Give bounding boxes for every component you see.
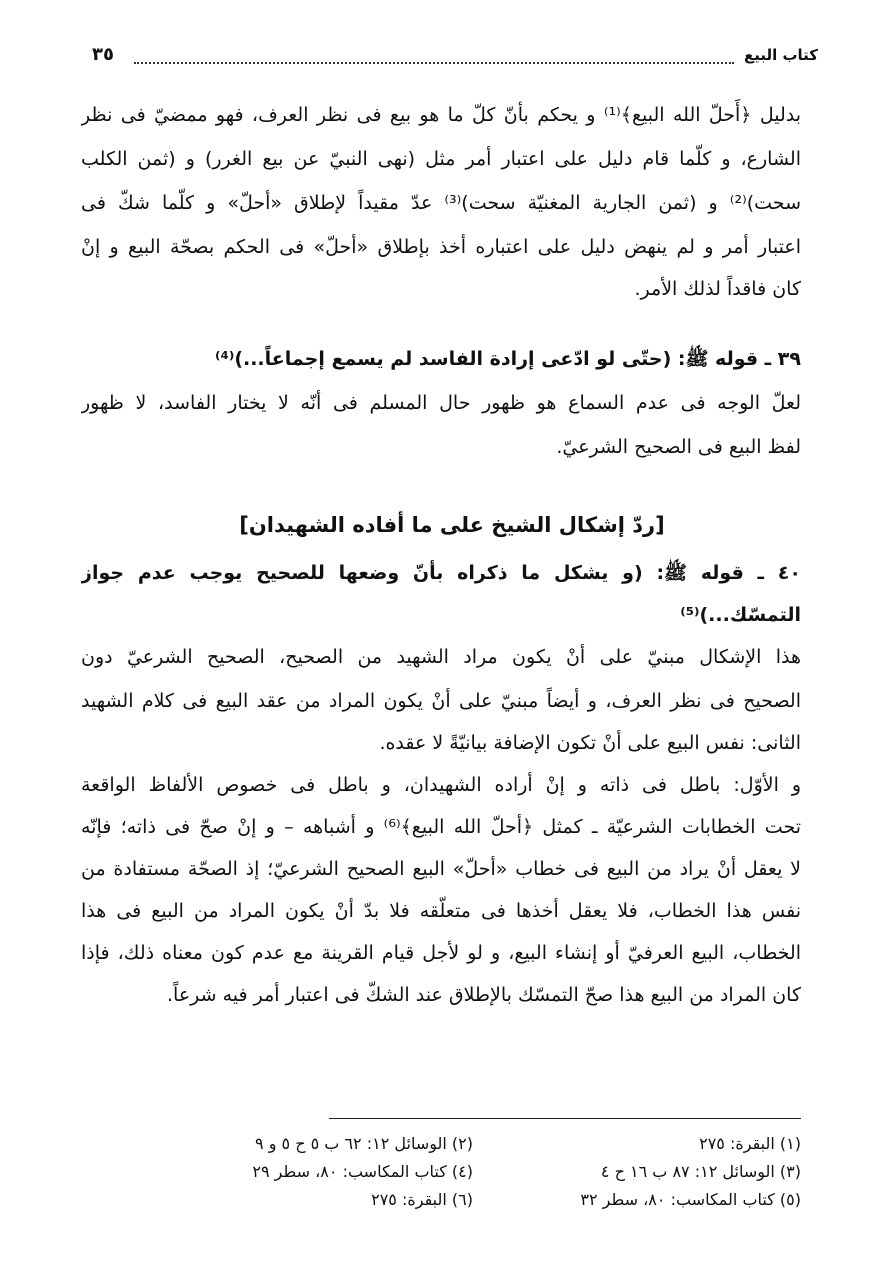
item-39-heading: ٣٩ ـ قوله ﷺ: (حتّى لو ادّعى إرادة الفاسد لم يسمع إجماعاً...)⁽⁴⁾ — [215, 348, 801, 370]
item-40-line: نفس هذا الخطاب، فلا يعقل أخذها فى متعلّقه فلا بدّ أنْ يكون المراد من البيع فى هذا — [81, 900, 801, 922]
page-number: ٣٥ — [92, 44, 114, 65]
item-40-line: لا يعقل أنْ يراد من البيع فى خطاب «أحلّ» البيع الصحيح الشرعيّ؛ إذ الصحّة مستفادة من — [81, 858, 801, 880]
item-40-heading-cont: التمسّك...)⁽⁵⁾ — [680, 604, 801, 626]
footnote-separator — [329, 1118, 801, 1119]
footnote: (٥) كتاب المكاسب: ٨٠، سطر ٣٢ — [580, 1190, 801, 1209]
footnote: (٣) الوسائل ١٢: ٨٧ ب ١٦ ح ٤ — [600, 1162, 801, 1181]
item-40-line: تحت الخطابات الشرعيّة ـ كمثل ﴿أحلّ الله البيع﴾⁽⁶⁾ و أشباهه – و إنْ صحّ فى ذاته؛ فإنّه — [81, 816, 801, 838]
item-40-line: الخطاب، البيع العرفيّ أو إنشاء البيع، و لو لأجل قيام القرينة مع عدم كون معناه ذلك، فإذا — [81, 942, 801, 964]
item-39-line: لفظ البيع فى الصحيح الشرعيّ. — [556, 436, 801, 458]
body-line: اعتبار أمر و لم ينهض دليل على اعتباره أخذ بإطلاق «أحلّ» فى الحكم بصحّة البيع و إنْ — [81, 236, 801, 258]
body-line: كان فاقداً لذلك الأمر. — [634, 278, 801, 300]
section-title: [ردّ إشكال الشيخ على ما أفاده الشهيدان] — [239, 513, 665, 537]
item-40-line: الصحيح فى نظر العرف، و أيضاً مبنيّ على أنْ يكون المراد من عقد البيع فى كلام الشهيد — [81, 690, 801, 712]
footnote: (٢) الوسائل ١٢: ٦٢ ب ٥ ح ٥ و ٩ — [255, 1134, 473, 1153]
footnote: (٤) كتاب المكاسب: ٨٠، سطر ٢٩ — [252, 1162, 473, 1181]
body-line: الشارع، و كلّما قام دليل على اعتبار أمر مثل (نهى النبيّ عن بيع الغرر) و (ثمن الكلب — [81, 148, 801, 170]
item-40-line: و الأوّل: باطل فى ذاته و إنْ أراده الشهيدان، و باطل فى خصوص الألفاظ الواقعة — [81, 774, 801, 796]
item-40-heading: ٤٠ ـ قوله ﷺ: (و يشكل ما ذكراه بأنّ وضعها للصحيح يوجب عدم جواز — [81, 562, 801, 584]
header-dot-leader — [134, 62, 734, 64]
book-title: كتاب البيع — [743, 46, 818, 64]
footnote: (١) البقرة: ٢٧٥ — [699, 1134, 801, 1153]
item-39-line: لعلّ الوجه فى عدم السماع هو ظهور حال المسلم فى أنّه لا يختار الفاسد، لا ظهور — [81, 392, 801, 414]
body-line: سحت)⁽²⁾ و (ثمن الجارية المغنيّة سحت)⁽³⁾ عدّ مقيداً لإطلاق «أحلّ» و كلّما شكّ فى — [81, 192, 801, 214]
running-header — [92, 36, 818, 76]
footnote: (٦) البقرة: ٢٧٥ — [371, 1190, 473, 1209]
item-40-line: الثانى: نفس البيع على أنْ تكون الإضافة بيانيّةً لا عقده. — [379, 732, 801, 754]
item-40-line: هذا الإشكال مبنيّ على أنْ يكون مراد الشهيد من الصحيح، الصحيح الشرعيّ دون — [81, 646, 801, 668]
body-line: بدليل ﴿أَحلّ الله البيع﴾⁽¹⁾ و يحكم بأنّ كلّ ما هو بيع فى نظر العرف، فهو ممضيّ فى نظر — [81, 104, 801, 126]
item-40-line: كان المراد من البيع هذا صحّ التمسّك بالإطلاق عند الشكّ فى اعتبار أمر فيه شرعاً. — [167, 984, 801, 1006]
